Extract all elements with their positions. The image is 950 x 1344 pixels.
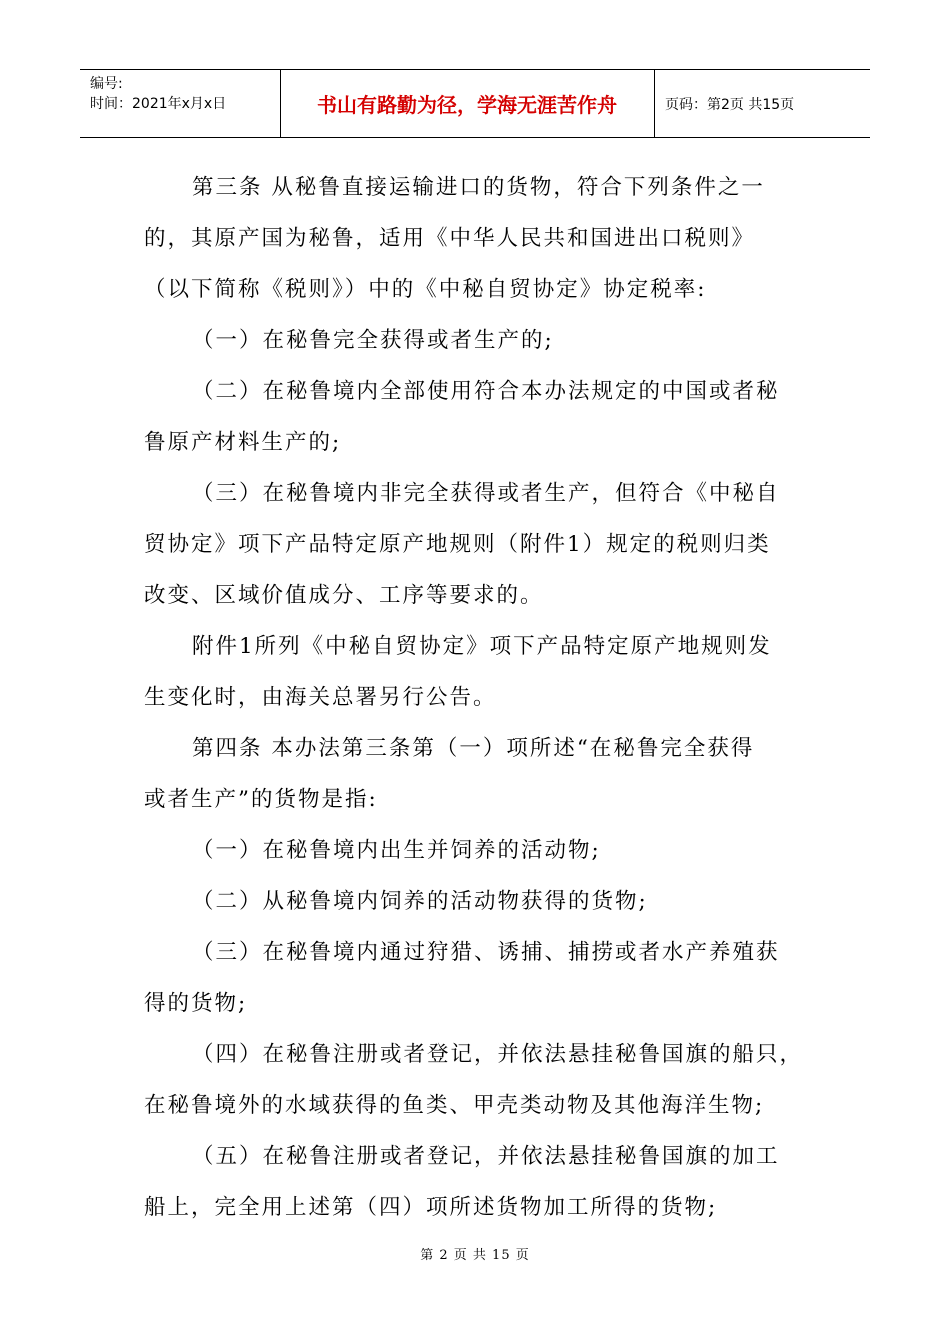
page-footer: 第 2 页 共 15 页 <box>420 1248 530 1263</box>
body-line: （以下简称《税则》）中的《中秘自贸协定》协定税率: <box>144 277 707 302</box>
document-date: 时间：2021年x月x日 <box>90 96 227 112</box>
body-line: 或者生产”的货物是指: <box>144 787 378 812</box>
body-line: 鲁原产材料生产的; <box>144 430 342 455</box>
header-motto: 书山有路勤为径，学海无涯苦作舟 <box>317 93 617 117</box>
body-line: 附件1所列《中秘自贸协定》项下产品特定原产地规则发 <box>192 634 772 659</box>
body-line: （三）在秘鲁境内通过狩猎、诱捕、捕捞或者水产养殖获 <box>192 940 780 965</box>
body-line: 在秘鲁境外的水域获得的鱼类、甲壳类动物及其他海洋生物; <box>144 1093 765 1118</box>
body-line: 船上，完全用上述第（四）项所述货物加工所得的货物; <box>144 1195 718 1220</box>
header-page-info: 页码：第2页 共15页 <box>665 96 795 113</box>
header-divider <box>654 70 655 137</box>
body-line: 得的货物; <box>144 991 248 1016</box>
page-header <box>80 69 870 138</box>
body-line: （一）在秘鲁完全获得或者生产的; <box>192 328 554 353</box>
body-line: 的，其原产国为秘鲁，适用《中华人民共和国进出口税则》 <box>144 226 756 251</box>
body-line: （二）从秘鲁境内饲养的活动物获得的货物; <box>192 889 648 914</box>
body-line: （四）在秘鲁注册或者登记，并依法悬挂秘鲁国旗的船只， <box>192 1042 804 1067</box>
body-line: （二）在秘鲁境内全部使用符合本办法规定的中国或者秘 <box>192 379 780 404</box>
header-meta <box>90 74 280 114</box>
body-line: （一）在秘鲁境内出生并饲养的活动物; <box>192 838 601 863</box>
body-line: （五）在秘鲁注册或者登记，并依法悬挂秘鲁国旗的加工 <box>192 1144 780 1169</box>
document-body <box>144 162 814 1233</box>
body-line: （三）在秘鲁境内非完全获得或者生产，但符合《中秘自 <box>192 481 780 506</box>
body-line: 第三条 从秘鲁直接运输进口的货物，符合下列条件之一 <box>192 175 765 200</box>
body-line: 贸协定》项下产品特定原产地规则（附件1）规定的税则归类 <box>144 532 771 557</box>
body-line: 生变化时，由海关总署另行公告。 <box>144 685 497 710</box>
body-line: 第四条 本办法第三条第（一）项所述“在秘鲁完全获得 <box>192 736 755 761</box>
document-number-label: 编号: <box>90 76 123 92</box>
body-line: 改变、区域价值成分、工序等要求的。 <box>144 583 544 608</box>
